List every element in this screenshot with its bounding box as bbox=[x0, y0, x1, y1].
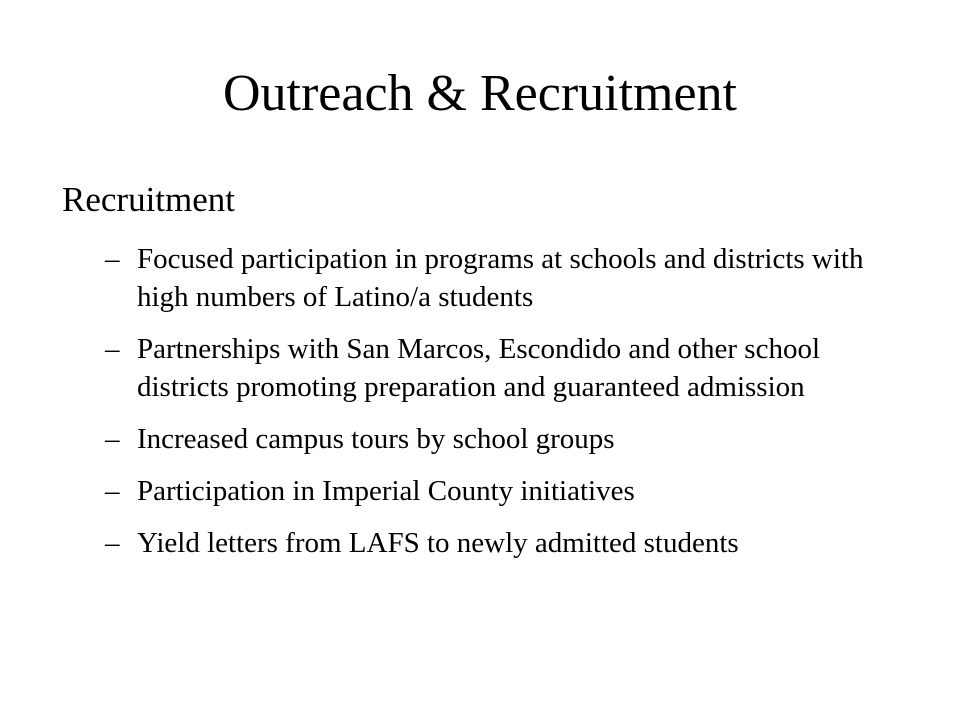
dash-icon: – bbox=[105, 243, 120, 275]
dash-icon: – bbox=[105, 527, 120, 559]
bullet-item bbox=[105, 330, 895, 406]
dash-icon: – bbox=[105, 333, 120, 365]
bullet-text: Yield letters from LAFS to newly admitted students bbox=[137, 527, 739, 559]
bullet-item bbox=[105, 240, 895, 316]
bullet-text: Partnerships with San Marcos, Escondido and other school districts promoting preparation and guaranteed admission bbox=[137, 333, 821, 403]
bullet-item bbox=[105, 420, 895, 458]
bullet-item bbox=[105, 472, 895, 510]
bullet-list bbox=[105, 240, 895, 576]
bullet-text: Increased campus tours by school groups bbox=[137, 423, 615, 455]
dash-icon: – bbox=[105, 475, 120, 507]
slide-title: Outreach & Recruitment bbox=[222, 65, 738, 122]
bullet-text: Focused participation in programs at schools and districts with high numbers of Latino/a students bbox=[137, 243, 864, 313]
bullet-text: Participation in Imperial County initiatives bbox=[137, 475, 635, 507]
bullet-item bbox=[105, 524, 895, 562]
section-heading: Recruitment bbox=[62, 180, 236, 219]
dash-icon: – bbox=[105, 423, 120, 455]
